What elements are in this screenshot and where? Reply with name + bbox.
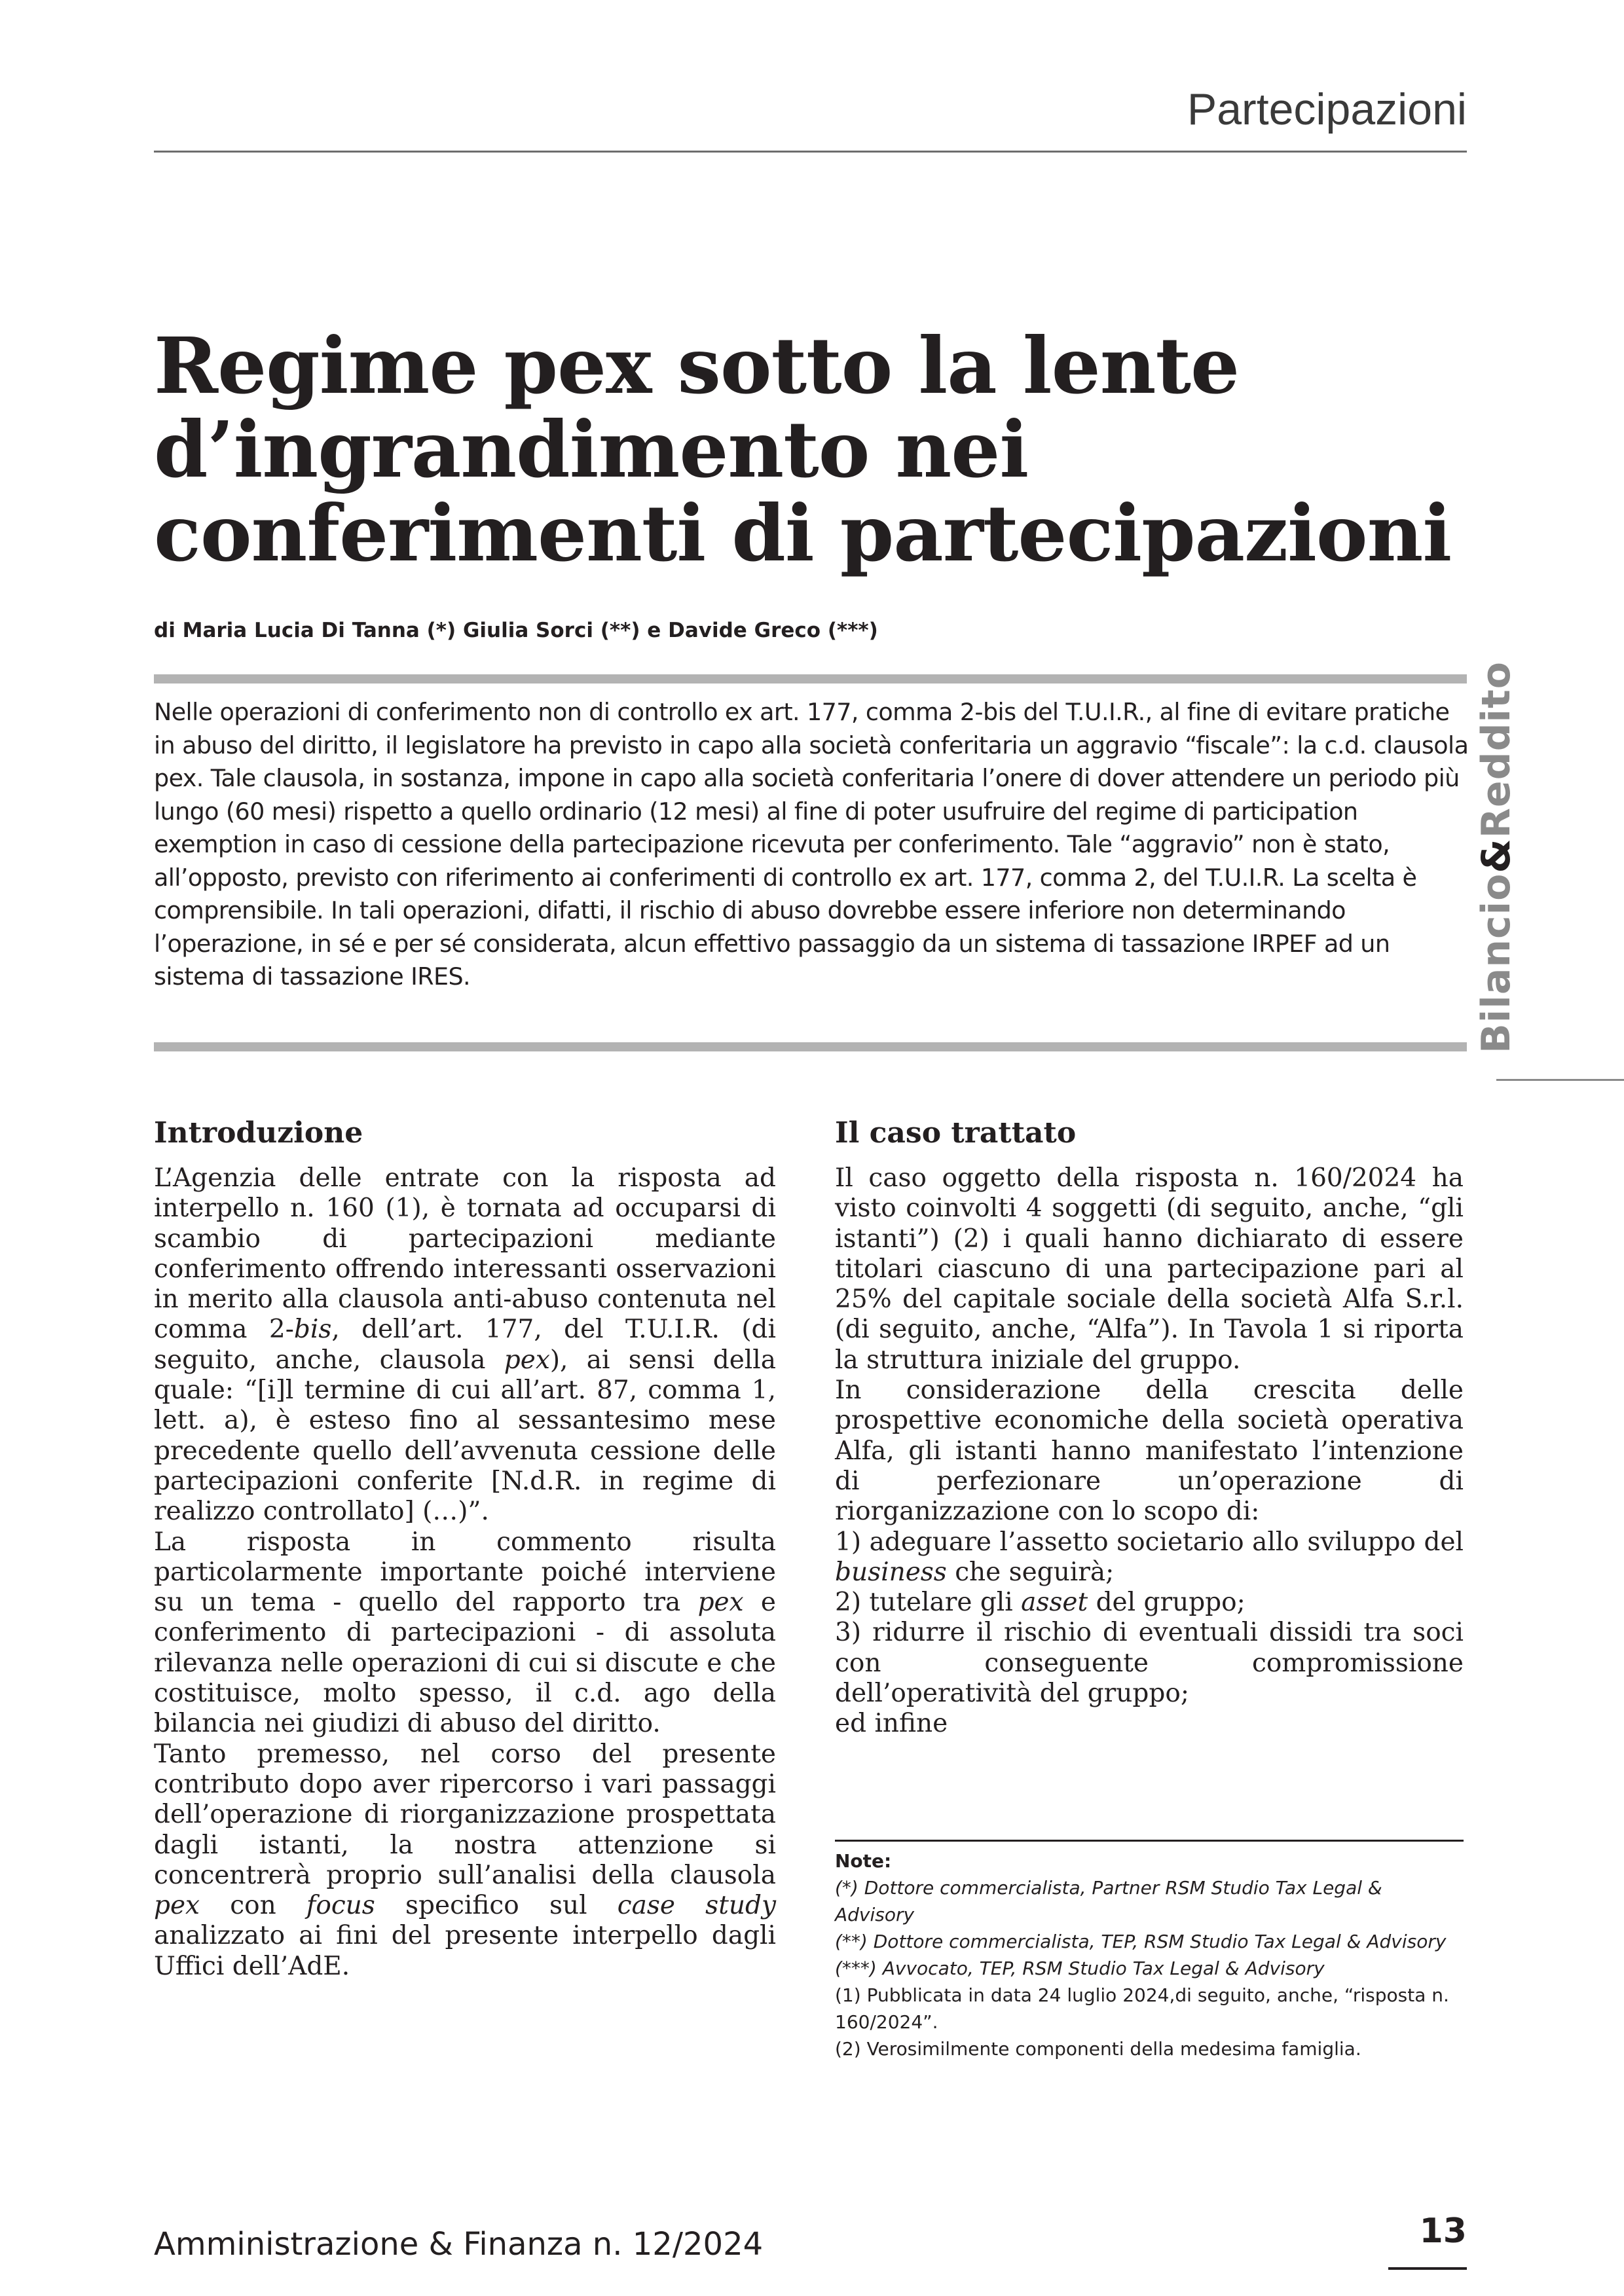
article-authors: di Maria Lucia Di Tanna (*) Giulia Sorci (**) e Davide Greco (***) [154, 619, 878, 642]
footnotes [835, 1848, 1464, 2062]
article-abstract: Nelle operazioni di conferimento non di controllo ex art. 177, comma 2-bis del T.U.I.R., al fine di evitare pratiche in abuso del diritto, il legislatore ha previsto in capo alla società conferitaria un aggravio “fiscale”: la c.d. clausola pex. Tale clausola, in sostanza, impone in capo alla società conferitaria l’onere di dover attendere un periodo più lungo (60 mesi) rispetto a quello ordinario (12 mesi) al fine di poter usufruire del regime di participation exemption in caso di cessione della partecipazione ricevuta per conferimento. Tale “aggravio” non è stato, all’opposto, previsto con riferimento ai conferimenti di controllo ex art. 177, comma 2, del T.U.I.R. La scelta è comprensibile. In tali operazioni, difatti, il rischio di abuso dovrebbe essere inferiore non determinando l’operazione, in sé e per sé considerata, alcun effettivo passaggio da un sistema di tassazione IRPEF ad un sistema di tassazione IRES. [154, 698, 1469, 991]
list-item: 3) ridurre il rischio di eventuali dissidi tra soci con conseguente compromissione dell’operatività del gruppo; [835, 1618, 1464, 1709]
paragraph: Tanto premesso, nel corso del presente contributo dopo aver ripercorso i vari passaggi dell’operazione di riorganizzazione prospettata dagli istanti, la nostra attenzione si concentrerà proprio sull’analisi della clausola pex con focus specifico sul case study analizzato ai fini del presente interpello dagli Uffici dell’AdE. [154, 1739, 776, 1981]
abstract-rule-bottom [154, 1042, 1467, 1051]
left-column [154, 1116, 776, 1982]
footnote: (*) Dottore commercialista, Partner RSM Studio Tax Legal & Advisory [835, 1877, 1382, 1925]
paragraph: In considerazione della crescita delle prospettive economiche della società operativa Alfa, gli istanti hanno manifestato l’intenzione di perfezionare un’operazione di riorganizzazione con lo scopo di: [835, 1376, 1464, 1527]
right-column [835, 1116, 1464, 1740]
side-label-part1: Bilancio [1473, 873, 1519, 1054]
footnote: (1) Pubblicata in data 24 luglio 2024,di seguito, anche, “risposta n. 160/2024”. [835, 1984, 1449, 2033]
paragraph: Il caso oggetto della risposta n. 160/2024 ha visto coinvolti 4 soggetti (di seguito, anche, “gli istanti”) (2) i quali hanno dichiarato di essere titolari ciascuno di una partecipazione pari al 25% del capitale sociale della società Alfa S.r.l. (di seguito, anche, “Alfa”). In Tavola 1 si riporta la struttura iniziale del gruppo. [835, 1163, 1464, 1375]
side-label-rule [1496, 1079, 1624, 1081]
section-title: Partecipazioni [1187, 84, 1467, 134]
list-item: 2) tutelare gli asset del gruppo; [835, 1588, 1246, 1618]
notes-heading: Note: [835, 1850, 892, 1872]
notes-rule [835, 1840, 1464, 1842]
footnote: (2) Verosimilmente componenti della medesima famiglia. [835, 2038, 1361, 2060]
article-title: Regime pex sotto la lente d’ingrandimento nei conferimenti di partecipazioni [154, 320, 1452, 579]
paragraph: L’Agenzia delle entrate con la risposta ad interpello n. 160 (1), è tornata ad occuparsi di scambio di partecipazioni mediante conferimento offrendo interessanti osservazioni in merito alla clausola anti-abuso contenuta nel comma 2-bis, dell’art. 177, del T.U.I.R. (di seguito, anche, clausola pex), ai sensi della quale: “[i]l termine di cui all’art. 87, comma 1, lett. a), è esteso fino al sessantesimo mese precedente quello dell’avvenuta cessione delle partecipazioni conferite [N.d.R. in regime di realizzo controllato] (…)”. [154, 1163, 776, 1527]
page-number-rule [1388, 2267, 1467, 2270]
footer-publication: Amministrazione & Finanza n. 12/2024 [154, 2226, 764, 2263]
footnote: (**) Dottore commercialista, TEP, RSM Studio Tax Legal & Advisory [835, 1931, 1447, 1952]
side-label-ampersand: & [1473, 838, 1519, 873]
abstract-rule-top [154, 674, 1467, 683]
footnote: (***) Avvocato, TEP, RSM Studio Tax Legal & Advisory [835, 1958, 1325, 1979]
side-label-part2: Reddito [1473, 661, 1519, 839]
paragraph: La risposta in commento risulta particolarmente importante poiché interviene su un tema - quello del rapporto tra pex e conferimento di partecipazioni - di assoluta rilevanza nelle operazioni di cui si discute e che costituisce, molto spesso, il c.d. ago della bilancia nei giudizi di abuso del diritto. [154, 1527, 777, 1739]
page-number: 13 [1419, 2212, 1467, 2251]
section-heading-introduzione: Introduzione [154, 1116, 363, 1150]
paragraph: ed infine [835, 1709, 948, 1739]
list-item: 1) adeguare l’assetto societario allo sviluppo del business che seguirà; [835, 1527, 1464, 1587]
header-rule [154, 151, 1467, 153]
section-heading-caso-trattato: Il caso trattato [835, 1116, 1077, 1150]
side-section-label [1447, 661, 1539, 1067]
